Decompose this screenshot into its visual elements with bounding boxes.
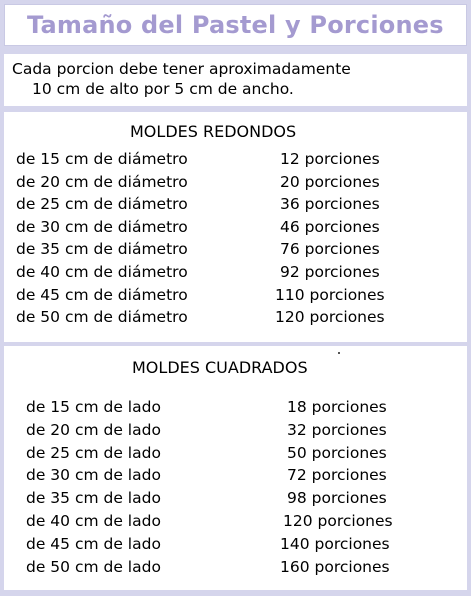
mold-size: de 30 cm de diámetro <box>16 217 188 236</box>
table-row <box>4 512 467 534</box>
round-molds-heading: MOLDES REDONDOS <box>130 122 297 141</box>
mold-size: de 15 cm de diámetro <box>16 150 188 168</box>
note-line-2: 10 cm de alto por 5 cm de ancho. <box>32 80 294 98</box>
table-row <box>4 263 467 285</box>
portion-count: 18 porciones <box>287 398 387 416</box>
portion-count: 98 porciones <box>287 489 387 508</box>
table-row <box>4 558 467 580</box>
mold-size: de 50 cm de diámetro <box>16 308 188 327</box>
portion-count: 46 porciones <box>280 217 380 236</box>
portion-count: 110 porciones <box>275 285 385 304</box>
mold-size: de 30 cm de lado <box>26 466 161 485</box>
table-row <box>4 398 467 420</box>
square-molds-panel <box>4 346 467 590</box>
portion-count: 20 porciones <box>280 172 380 191</box>
table-row <box>4 240 467 262</box>
mold-size: de 40 cm de diámetro <box>16 263 188 281</box>
table-row <box>4 466 467 488</box>
mold-size: de 35 cm de lado <box>26 489 161 508</box>
portion-count: 76 porciones <box>280 240 380 259</box>
mold-size: de 25 cm de diámetro <box>16 195 188 214</box>
table-row <box>4 308 467 330</box>
portion-count: 12 porciones <box>280 150 380 168</box>
table-row <box>4 535 467 557</box>
portion-count: 92 porciones <box>280 263 380 281</box>
mold-size: de 15 cm de lado <box>26 398 161 416</box>
table-row <box>4 286 467 308</box>
table-row <box>4 173 467 195</box>
mold-size: de 50 cm de lado <box>26 557 161 576</box>
portion-count: 160 porciones <box>280 557 390 576</box>
portion-count: 120 porciones <box>283 512 393 530</box>
mold-size: de 20 cm de diámetro <box>16 172 188 191</box>
table-row <box>4 218 467 240</box>
portion-count: 72 porciones <box>287 466 387 485</box>
mold-size: de 25 cm de lado <box>26 443 161 462</box>
table-row <box>4 489 467 511</box>
square-molds-heading: MOLDES CUADRADOS <box>132 358 308 377</box>
portion-count: 120 porciones <box>275 308 385 327</box>
portion-count: 140 porciones <box>280 534 390 553</box>
round-molds-panel <box>4 112 467 342</box>
portion-count: 50 porciones <box>287 443 387 462</box>
mold-size: de 45 cm de lado <box>26 534 161 553</box>
stray-dot <box>338 352 340 354</box>
title-box <box>4 4 467 46</box>
table-row <box>4 195 467 217</box>
mold-size: de 40 cm de lado <box>26 512 161 530</box>
mold-size: de 35 cm de diámetro <box>16 240 188 259</box>
table-row <box>4 421 467 443</box>
page-title: Tamaño del Pastel y Porciones <box>27 11 444 39</box>
table-row <box>4 444 467 466</box>
portion-count: 32 porciones <box>287 420 387 439</box>
portion-count: 36 porciones <box>280 195 380 214</box>
note-line-1: Cada porcion debe tener aproximadamente <box>12 60 351 78</box>
mold-size: de 20 cm de lado <box>26 420 161 439</box>
portion-note <box>4 54 467 106</box>
table-row <box>4 150 467 172</box>
mold-size: de 45 cm de diámetro <box>16 285 188 304</box>
